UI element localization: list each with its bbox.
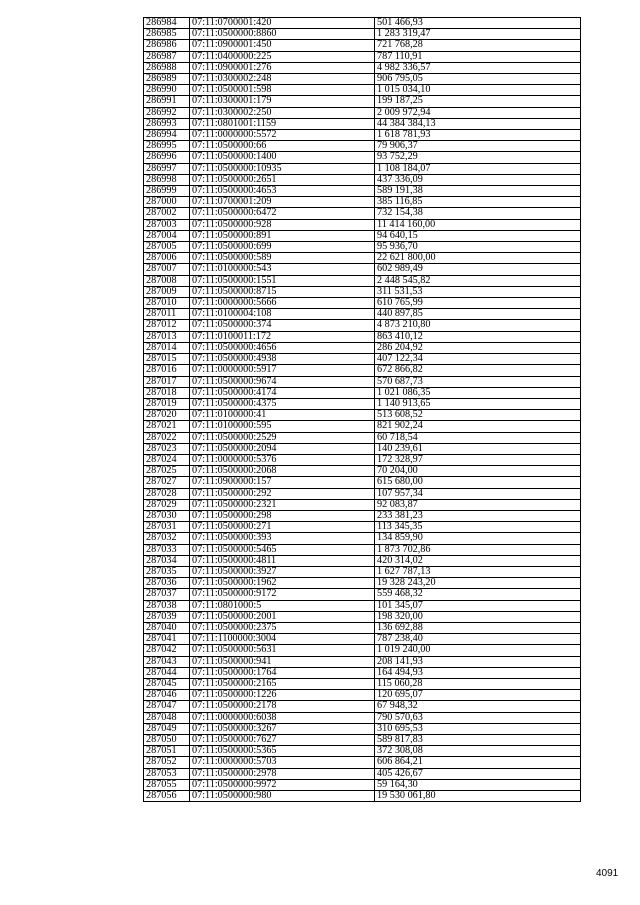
cadastral-value-cell: 286 204,92 xyxy=(375,342,581,353)
row-number-cell: 287047 xyxy=(144,701,190,712)
row-number-cell: 287055 xyxy=(144,779,190,790)
row-number-cell: 287024 xyxy=(144,454,190,465)
cadastral-value-cell: 79 906,37 xyxy=(375,141,581,152)
table-row xyxy=(144,387,581,398)
cadastral-value-cell: 67 948,32 xyxy=(375,701,581,712)
cadastral-value-cell: 199 187,25 xyxy=(375,96,581,107)
table-row xyxy=(144,768,581,779)
cadastral-value-cell: 1 021 086,35 xyxy=(375,387,581,398)
cadastral-value-cell: 787 238,40 xyxy=(375,634,581,645)
cadastral-value-cell: 721 768,28 xyxy=(375,40,581,51)
cadastral-number-cell: 07:11:0000000:5572 xyxy=(190,130,375,141)
cadastral-value-cell: 610 765,99 xyxy=(375,298,581,309)
row-number-cell: 286992 xyxy=(144,107,190,118)
table-row xyxy=(144,376,581,387)
cadastral-value-cell: 787 110,91 xyxy=(375,51,581,62)
row-number-cell: 287044 xyxy=(144,667,190,678)
row-number-cell: 287003 xyxy=(144,219,190,230)
row-number-cell: 287022 xyxy=(144,432,190,443)
table-row xyxy=(144,421,581,432)
row-number-cell: 287043 xyxy=(144,656,190,667)
cadastral-number-cell: 07:11:0500000:4174 xyxy=(190,387,375,398)
row-number-cell: 287031 xyxy=(144,522,190,533)
table-row xyxy=(144,555,581,566)
cadastral-number-cell: 07:11:0300002:248 xyxy=(190,74,375,85)
cadastral-number-cell: 07:11:0900001:450 xyxy=(190,40,375,51)
table-row xyxy=(144,432,581,443)
row-number-cell: 286987 xyxy=(144,51,190,62)
cadastral-number-cell: 07:11:0500000:8860 xyxy=(190,29,375,40)
table-row xyxy=(144,197,581,208)
row-number-cell: 287045 xyxy=(144,678,190,689)
table-row xyxy=(144,398,581,409)
cadastral-number-cell: 07:11:0500000:7627 xyxy=(190,735,375,746)
row-number-cell: 287016 xyxy=(144,365,190,376)
page-number: 4091 xyxy=(596,868,619,879)
cadastral-number-cell: 07:11:0500000:5631 xyxy=(190,645,375,656)
table-row xyxy=(144,253,581,264)
cadastral-number-cell: 07:11:0500000:1764 xyxy=(190,667,375,678)
cadastral-number-cell: 07:11:0500000:374 xyxy=(190,320,375,331)
row-number-cell: 286999 xyxy=(144,186,190,197)
cadastral-number-cell: 07:11:0500000:4938 xyxy=(190,354,375,365)
cadastral-value-cell: 310 695,53 xyxy=(375,723,581,734)
row-number-cell: 287025 xyxy=(144,466,190,477)
cadastral-value-cell: 440 897,85 xyxy=(375,309,581,320)
cadastral-number-cell: 07:11:0500001:598 xyxy=(190,85,375,96)
cadastral-value-cell: 405 426,67 xyxy=(375,768,581,779)
table-row xyxy=(144,690,581,701)
cadastral-number-cell: 07:11:0700001:209 xyxy=(190,197,375,208)
cadastral-value-cell: 1 873 702,86 xyxy=(375,544,581,555)
cadastral-number-cell: 07:11:0500000:3267 xyxy=(190,723,375,734)
row-number-cell: 287034 xyxy=(144,555,190,566)
table-row xyxy=(144,589,581,600)
cadastral-number-cell: 07:11:0500000:4653 xyxy=(190,186,375,197)
table-row xyxy=(144,656,581,667)
cadastral-value-cell: 22 621 800,00 xyxy=(375,253,581,264)
row-number-cell: 287015 xyxy=(144,354,190,365)
row-number-cell: 287032 xyxy=(144,533,190,544)
cadastral-value-cell: 1 015 034,10 xyxy=(375,85,581,96)
cadastral-value-cell: 233 381,23 xyxy=(375,510,581,521)
row-number-cell: 287004 xyxy=(144,230,190,241)
table-row xyxy=(144,18,581,29)
cadastral-value-cell: 906 795,05 xyxy=(375,74,581,85)
table-row xyxy=(144,107,581,118)
table-row xyxy=(144,141,581,152)
cadastral-value-cell: 570 687,73 xyxy=(375,376,581,387)
row-number-cell: 286986 xyxy=(144,40,190,51)
row-number-cell: 287023 xyxy=(144,443,190,454)
table-row xyxy=(144,735,581,746)
cadastral-number-cell: 07:11:0500000:8715 xyxy=(190,286,375,297)
cadastral-value-cell: 1 140 913,65 xyxy=(375,398,581,409)
row-number-cell: 287048 xyxy=(144,712,190,723)
cadastral-number-cell: 07:11:0500000:4656 xyxy=(190,342,375,353)
table-row xyxy=(144,51,581,62)
cadastral-value-cell: 615 680,00 xyxy=(375,477,581,488)
row-number-cell: 287041 xyxy=(144,634,190,645)
cadastral-number-cell: 07:11:0300002:250 xyxy=(190,107,375,118)
cadastral-number-cell: 07:11:0000000:5666 xyxy=(190,298,375,309)
cadastral-value-cell: 513 608,52 xyxy=(375,410,581,421)
row-number-cell: 287050 xyxy=(144,735,190,746)
table-row xyxy=(144,242,581,253)
table-row xyxy=(144,488,581,499)
row-number-cell: 286995 xyxy=(144,141,190,152)
cadastral-number-cell: 07:11:0500000:1226 xyxy=(190,690,375,701)
table-row xyxy=(144,757,581,768)
cadastral-number-cell: 07:11:0100000:543 xyxy=(190,264,375,275)
table-row xyxy=(144,96,581,107)
cadastral-value-cell: 93 752,29 xyxy=(375,152,581,163)
table-row xyxy=(144,622,581,633)
cadastral-number-cell: 07:11:0000000:5917 xyxy=(190,365,375,376)
table-row xyxy=(144,130,581,141)
table-row xyxy=(144,712,581,723)
cadastral-number-cell: 07:11:0500000:1962 xyxy=(190,578,375,589)
row-number-cell: 287002 xyxy=(144,208,190,219)
table-row xyxy=(144,85,581,96)
table-row xyxy=(144,365,581,376)
cadastral-value-cell: 107 957,34 xyxy=(375,488,581,499)
cadastral-value-cell: 732 154,38 xyxy=(375,208,581,219)
row-number-cell: 287014 xyxy=(144,342,190,353)
cadastral-number-cell: 07:11:0500000:10935 xyxy=(190,163,375,174)
table-row xyxy=(144,443,581,454)
cadastral-number-cell: 07:11:0000000:6038 xyxy=(190,712,375,723)
cadastral-value-cell: 140 239,61 xyxy=(375,443,581,454)
table-row xyxy=(144,275,581,286)
table-row xyxy=(144,29,581,40)
cadastral-number-cell: 07:11:0500000:298 xyxy=(190,510,375,521)
cadastral-number-cell: 07:11:0500000:2651 xyxy=(190,174,375,185)
table-row xyxy=(144,174,581,185)
table-row xyxy=(144,723,581,734)
row-number-cell: 286990 xyxy=(144,85,190,96)
table-row xyxy=(144,163,581,174)
table-row xyxy=(144,791,581,802)
table-row xyxy=(144,566,581,577)
cadastral-value-cell: 2 448 545,82 xyxy=(375,275,581,286)
cadastral-number-cell: 07:11:0700001:420 xyxy=(190,18,375,29)
cadastral-number-cell: 07:11:0100004:108 xyxy=(190,309,375,320)
cadastral-number-cell: 07:11:0000000:5703 xyxy=(190,757,375,768)
cadastral-value-cell: 589 191,38 xyxy=(375,186,581,197)
row-number-cell: 287051 xyxy=(144,746,190,757)
table-row xyxy=(144,645,581,656)
cadastral-number-cell: 07:11:0500000:2321 xyxy=(190,499,375,510)
cadastral-value-cell: 60 718,54 xyxy=(375,432,581,443)
cadastral-value-cell: 589 817,83 xyxy=(375,735,581,746)
row-number-cell: 286988 xyxy=(144,62,190,73)
row-number-cell: 287008 xyxy=(144,275,190,286)
cadastral-value-cell: 11 414 160,00 xyxy=(375,219,581,230)
cadastral-number-cell: 07:11:0500000:1551 xyxy=(190,275,375,286)
cadastral-value-cell: 44 384 384,13 xyxy=(375,118,581,129)
cadastral-number-cell: 07:11:0500000:4375 xyxy=(190,398,375,409)
table-row xyxy=(144,208,581,219)
cadastral-number-cell: 07:11:0500000:1400 xyxy=(190,152,375,163)
cadastral-value-cell: 198 320,00 xyxy=(375,611,581,622)
cadastral-value-cell: 172 328,97 xyxy=(375,454,581,465)
row-number-cell: 287028 xyxy=(144,488,190,499)
cadastral-number-cell: 07:11:0500000:2001 xyxy=(190,611,375,622)
row-number-cell: 287038 xyxy=(144,600,190,611)
cadastral-number-cell: 07:11:0801000:5 xyxy=(190,600,375,611)
cadastral-value-cell: 92 083,87 xyxy=(375,499,581,510)
row-number-cell: 286993 xyxy=(144,118,190,129)
cadastral-value-cell: 113 345,35 xyxy=(375,522,581,533)
cadastral-number-cell: 07:11:0500000:2529 xyxy=(190,432,375,443)
cadastral-value-cell: 672 866,82 xyxy=(375,365,581,376)
row-number-cell: 287035 xyxy=(144,566,190,577)
cadastral-value-table xyxy=(143,17,581,802)
cadastral-value-cell: 437 336,09 xyxy=(375,174,581,185)
row-number-cell: 287000 xyxy=(144,197,190,208)
table-row xyxy=(144,230,581,241)
cadastral-value-cell: 19 328 243,20 xyxy=(375,578,581,589)
row-number-cell: 287021 xyxy=(144,421,190,432)
cadastral-number-cell: 07:11:0500000:292 xyxy=(190,488,375,499)
cadastral-value-cell: 4 873 210,80 xyxy=(375,320,581,331)
row-number-cell: 286997 xyxy=(144,163,190,174)
cadastral-value-cell: 120 695,07 xyxy=(375,690,581,701)
table-row xyxy=(144,152,581,163)
cadastral-number-cell: 07:11:0500000:393 xyxy=(190,533,375,544)
cadastral-value-cell: 790 570,63 xyxy=(375,712,581,723)
cadastral-value-cell: 863 410,12 xyxy=(375,331,581,342)
table-row xyxy=(144,667,581,678)
table-row xyxy=(144,118,581,129)
cadastral-number-cell: 07:11:0500000:6472 xyxy=(190,208,375,219)
table-row xyxy=(144,62,581,73)
row-number-cell: 287027 xyxy=(144,477,190,488)
table-row xyxy=(144,678,581,689)
cadastral-value-cell: 606 864,21 xyxy=(375,757,581,768)
row-number-cell: 286994 xyxy=(144,130,190,141)
table-row xyxy=(144,264,581,275)
row-number-cell: 287009 xyxy=(144,286,190,297)
cadastral-number-cell: 07:11:0500000:928 xyxy=(190,219,375,230)
table-row xyxy=(144,354,581,365)
cadastral-value-cell: 372 308,08 xyxy=(375,746,581,757)
table-row xyxy=(144,510,581,521)
cadastral-number-cell: 07:11:0500000:4811 xyxy=(190,555,375,566)
row-number-cell: 287011 xyxy=(144,309,190,320)
row-number-cell: 286985 xyxy=(144,29,190,40)
cadastral-value-cell: 70 204,00 xyxy=(375,466,581,477)
cadastral-value-cell: 602 989,49 xyxy=(375,264,581,275)
cadastral-number-cell: 07:11:0900000:157 xyxy=(190,477,375,488)
row-number-cell: 287053 xyxy=(144,768,190,779)
table-row xyxy=(144,342,581,353)
row-number-cell: 286996 xyxy=(144,152,190,163)
table-row xyxy=(144,477,581,488)
table-row xyxy=(144,186,581,197)
cadastral-value-cell: 134 859,90 xyxy=(375,533,581,544)
row-number-cell: 287039 xyxy=(144,611,190,622)
row-number-cell: 287037 xyxy=(144,589,190,600)
row-number-cell: 287019 xyxy=(144,398,190,409)
table-row xyxy=(144,286,581,297)
cadastral-value-cell: 1 618 781,93 xyxy=(375,130,581,141)
cadastral-number-cell: 07:11:0400000:225 xyxy=(190,51,375,62)
row-number-cell: 287052 xyxy=(144,757,190,768)
cadastral-value-cell: 2 009 972,94 xyxy=(375,107,581,118)
row-number-cell: 287040 xyxy=(144,622,190,633)
table-row xyxy=(144,320,581,331)
cadastral-number-cell: 07:11:0500000:2165 xyxy=(190,678,375,689)
cadastral-number-cell: 07:11:0500000:891 xyxy=(190,230,375,241)
cadastral-number-cell: 07:11:0500000:5465 xyxy=(190,544,375,555)
table-row xyxy=(144,522,581,533)
cadastral-number-cell: 07:11:0100000:595 xyxy=(190,421,375,432)
cadastral-number-cell: 07:11:0300001:179 xyxy=(190,96,375,107)
cadastral-value-cell: 407 122,34 xyxy=(375,354,581,365)
table-row xyxy=(144,309,581,320)
cadastral-number-cell: 07:11:0500000:9674 xyxy=(190,376,375,387)
table-row xyxy=(144,578,581,589)
table-row xyxy=(144,219,581,230)
table-row xyxy=(144,74,581,85)
row-number-cell: 287030 xyxy=(144,510,190,521)
cadastral-number-cell: 07:11:0801001:1159 xyxy=(190,118,375,129)
row-number-cell: 286984 xyxy=(144,18,190,29)
row-number-cell: 287006 xyxy=(144,253,190,264)
cadastral-value-cell: 501 466,93 xyxy=(375,18,581,29)
row-number-cell: 287007 xyxy=(144,264,190,275)
cadastral-number-cell: 07:11:0500000:3927 xyxy=(190,566,375,577)
row-number-cell: 287017 xyxy=(144,376,190,387)
row-number-cell: 287005 xyxy=(144,242,190,253)
cadastral-value-cell: 420 314,02 xyxy=(375,555,581,566)
cadastral-number-cell: 07:11:0500000:66 xyxy=(190,141,375,152)
row-number-cell: 287033 xyxy=(144,544,190,555)
cadastral-number-cell: 07:11:0100011:172 xyxy=(190,331,375,342)
cadastral-value-cell: 385 116,85 xyxy=(375,197,581,208)
row-number-cell: 286998 xyxy=(144,174,190,185)
table-row xyxy=(144,40,581,51)
row-number-cell: 287029 xyxy=(144,499,190,510)
row-number-cell: 287042 xyxy=(144,645,190,656)
cadastral-number-cell: 07:11:0500000:5365 xyxy=(190,746,375,757)
row-number-cell: 287056 xyxy=(144,791,190,802)
cadastral-number-cell: 07:11:0500000:9172 xyxy=(190,589,375,600)
cadastral-value-cell: 101 345,07 xyxy=(375,600,581,611)
row-number-cell: 287018 xyxy=(144,387,190,398)
cadastral-value-cell: 4 982 336,57 xyxy=(375,62,581,73)
table-row xyxy=(144,701,581,712)
cadastral-value-cell: 821 902,24 xyxy=(375,421,581,432)
row-number-cell: 286991 xyxy=(144,96,190,107)
table-body xyxy=(144,18,581,802)
row-number-cell: 287036 xyxy=(144,578,190,589)
cadastral-number-cell: 07:11:0500000:699 xyxy=(190,242,375,253)
table-row xyxy=(144,779,581,790)
cadastral-number-cell: 07:11:0500000:2094 xyxy=(190,443,375,454)
cadastral-value-cell: 1 019 240,00 xyxy=(375,645,581,656)
cadastral-value-cell: 19 530 061,80 xyxy=(375,791,581,802)
row-number-cell: 287049 xyxy=(144,723,190,734)
cadastral-value-cell: 208 141,93 xyxy=(375,656,581,667)
cadastral-value-cell: 1 283 319,47 xyxy=(375,29,581,40)
cadastral-number-cell: 07:11:0100000:41 xyxy=(190,410,375,421)
table-row xyxy=(144,600,581,611)
cadastral-number-cell: 07:11:0500000:589 xyxy=(190,253,375,264)
row-number-cell: 287012 xyxy=(144,320,190,331)
cadastral-value-cell: 136 692,88 xyxy=(375,622,581,633)
row-number-cell: 287020 xyxy=(144,410,190,421)
cadastral-number-cell: 07:11:0500000:941 xyxy=(190,656,375,667)
cadastral-number-cell: 07:11:0900001:276 xyxy=(190,62,375,73)
table-row xyxy=(144,544,581,555)
table-row xyxy=(144,454,581,465)
cadastral-number-cell: 07:11:0500000:2178 xyxy=(190,701,375,712)
cadastral-value-cell: 559 468,32 xyxy=(375,589,581,600)
table-row xyxy=(144,746,581,757)
table-row xyxy=(144,331,581,342)
cadastral-number-cell: 07:11:0500000:2068 xyxy=(190,466,375,477)
table-row xyxy=(144,611,581,622)
cadastral-value-cell: 95 936,70 xyxy=(375,242,581,253)
table-row xyxy=(144,634,581,645)
cadastral-number-cell: 07:11:0500000:271 xyxy=(190,522,375,533)
cadastral-value-cell: 115 060,28 xyxy=(375,678,581,689)
row-number-cell: 286989 xyxy=(144,74,190,85)
cadastral-value-cell: 164 494,93 xyxy=(375,667,581,678)
cadastral-value-cell: 1 627 787,13 xyxy=(375,566,581,577)
cadastral-number-cell: 07:11:0500000:980 xyxy=(190,791,375,802)
cadastral-number-cell: 07:11:0500000:9972 xyxy=(190,779,375,790)
cadastral-value-cell: 311 531,53 xyxy=(375,286,581,297)
table-row xyxy=(144,533,581,544)
cadastral-number-cell: 07:11:0000000:5376 xyxy=(190,454,375,465)
cadastral-number-cell: 07:11:0500000:2978 xyxy=(190,768,375,779)
table-row xyxy=(144,298,581,309)
row-number-cell: 287013 xyxy=(144,331,190,342)
cadastral-value-cell: 1 108 184,07 xyxy=(375,163,581,174)
table-row xyxy=(144,410,581,421)
cadastral-number-cell: 07:11:1100000:3004 xyxy=(190,634,375,645)
row-number-cell: 287046 xyxy=(144,690,190,701)
row-number-cell: 287010 xyxy=(144,298,190,309)
cadastral-value-cell: 59 164,30 xyxy=(375,779,581,790)
table-row xyxy=(144,499,581,510)
table-row xyxy=(144,466,581,477)
cadastral-value-cell: 94 640,15 xyxy=(375,230,581,241)
cadastral-number-cell: 07:11:0500000:2375 xyxy=(190,622,375,633)
